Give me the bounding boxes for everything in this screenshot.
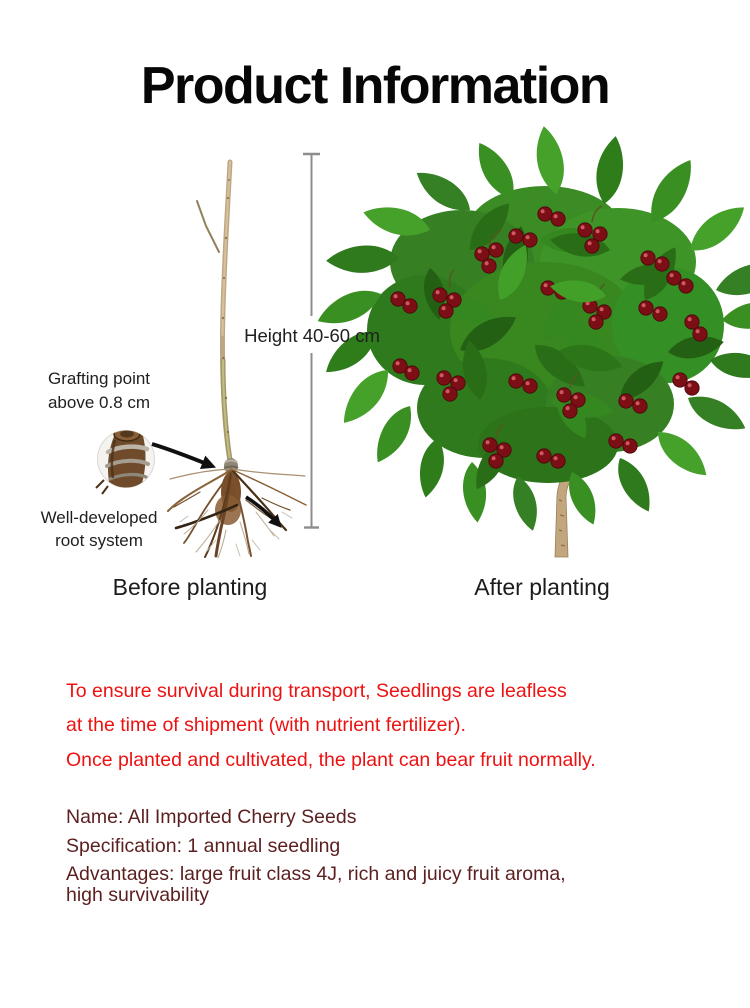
page-title: Product Information: [140, 57, 610, 115]
notice-line: at the time of shipment (with nutrient fertilizer).: [66, 714, 466, 737]
detail-line-advantages: Advantages: large fruit class 4J, rich and juicy fruit aroma,: [66, 863, 566, 885]
seedling-trunk: [197, 162, 231, 467]
detail-line-name: Name: All Imported Cherry Seeds: [66, 806, 357, 828]
root-system-label-line: root system: [55, 531, 143, 550]
bare-seedling-illustration: [168, 162, 306, 558]
grafting-point-label-line: Grafting point: [47, 369, 151, 388]
notice-line: To ensure survival during transport, Seedlings are leafless: [66, 680, 567, 702]
grafting-point-label: [18, 367, 180, 415]
arrow-to-graft-icon: [152, 444, 212, 466]
notice-line: Once planted and cultivated, the plant can bear fruit normally.: [66, 748, 596, 771]
after-planting-caption: After planting: [474, 574, 610, 600]
before-planting-caption: Before planting: [112, 574, 268, 600]
root-system-label: [18, 506, 180, 552]
grafting-point-label-line: above 0.8 cm: [47, 393, 151, 412]
detail-line-advantages-wrap: high survivability: [66, 884, 210, 906]
height-label: Height 40-60 cm: [244, 325, 380, 346]
detail-line-specification: Specification: 1 annual seedling: [66, 835, 341, 857]
root-system-label-line: Well-developed: [40, 508, 158, 527]
seedling-roots: [168, 469, 306, 558]
shipping-notice: [66, 674, 596, 777]
graft-closeup-inset: [96, 427, 155, 494]
